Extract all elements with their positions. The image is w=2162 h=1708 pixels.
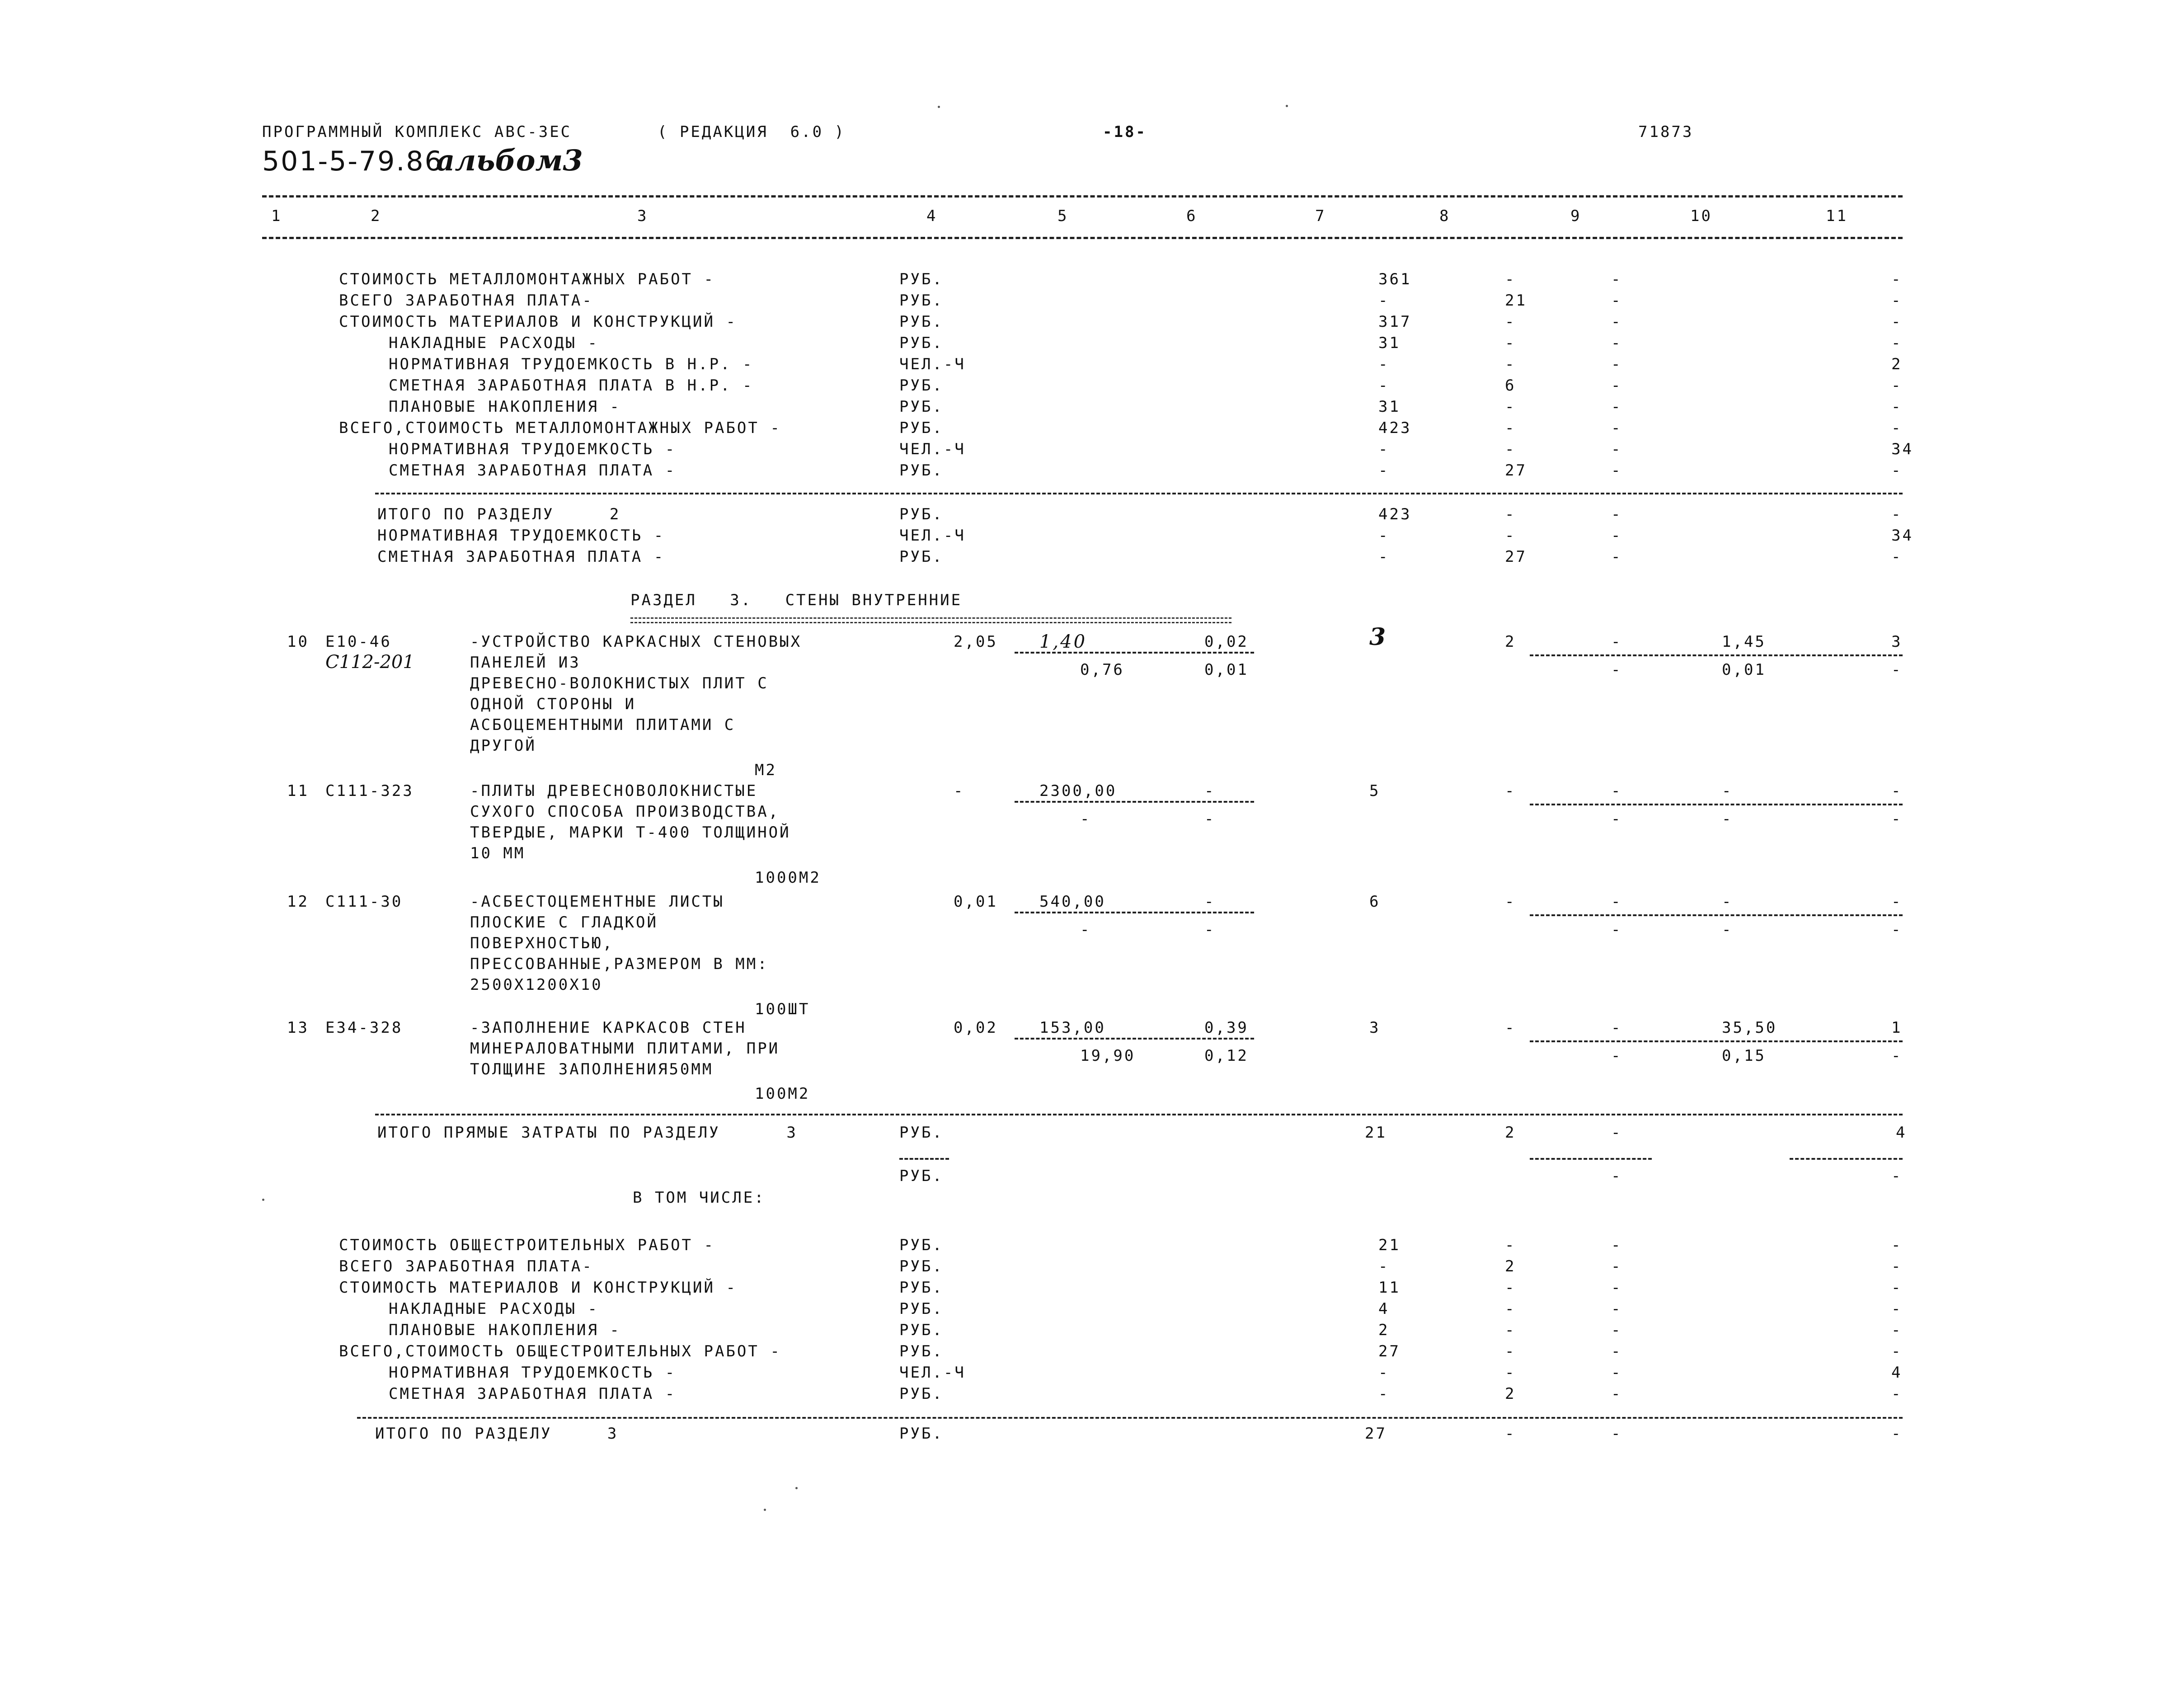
summary-unit: РУБ. (899, 548, 944, 566)
item-col8: - (1505, 893, 1516, 911)
summary-col11: - (1891, 1300, 1903, 1318)
section3-total-label: ИТОГО ПО РАЗДЕЛУ 3 (375, 1425, 619, 1443)
scan-speck (795, 1487, 798, 1489)
summary-label: НОРМАТИВНАЯ ТРУДОЕМКОСТЬ В Н.Р. - (389, 355, 754, 373)
item-col6: - (1204, 893, 1216, 911)
summary-col9: - (1611, 527, 1622, 545)
summary-col11: - (1891, 419, 1903, 437)
summary-col11: - (1891, 505, 1903, 523)
summary-col7: - (1378, 548, 1390, 566)
summary-col7: 2 (1378, 1321, 1390, 1339)
summary-unit: ЧЕЛ.-Ч (899, 355, 966, 373)
summary-col8: 2 (1505, 1257, 1516, 1275)
summary-label: СМЕТНАЯ ЗАРАБОТНАЯ ПЛАТА - (389, 1385, 677, 1403)
summary-col7: 27 (1378, 1342, 1401, 1360)
column-number: 5 (1058, 207, 1069, 225)
direct-costs-rule (375, 1114, 1903, 1115)
item-col4: 0,01 (954, 893, 998, 911)
item-col11: - (1891, 782, 1903, 800)
item-subtotal-rule-right (1530, 1040, 1903, 1042)
item-description-line: ДРУГОЙ (470, 737, 536, 755)
summary-col9: - (1611, 1300, 1622, 1318)
column-number: 6 (1186, 207, 1198, 225)
item-col4: 0,02 (954, 1019, 998, 1037)
item-subtotal-rule (1015, 912, 1254, 913)
item-col8: 2 (1505, 633, 1516, 651)
summary-col7: 423 (1378, 419, 1412, 437)
edition-label: ( РЕДАКЦИЯ 6.0 ) (658, 123, 846, 141)
summary-label: СМЕТНАЯ ЗАРАБОТНАЯ ПЛАТА В Н.Р. - (389, 376, 754, 395)
summary-unit: РУБ. (899, 1342, 944, 1360)
summary-col8: - (1505, 1364, 1516, 1382)
section3-total-col8: - (1505, 1425, 1516, 1443)
summary-unit: РУБ. (899, 461, 944, 480)
summary-col11: - (1891, 461, 1903, 480)
column-number: 9 (1570, 207, 1582, 225)
summary-col11: - (1891, 1279, 1903, 1297)
summary-unit: РУБ. (899, 398, 944, 416)
item-col7: 5 (1369, 782, 1381, 800)
direct-costs-unit: РУБ. (899, 1124, 944, 1142)
summary-col8: - (1505, 270, 1516, 288)
summary-unit: РУБ. (899, 1236, 944, 1254)
item-code: Е10-46 (325, 633, 392, 651)
item-col7: 6 (1369, 893, 1381, 911)
item-description-line: ПАНЕЛЕЙ ИЗ (470, 654, 581, 672)
summary-col8: 21 (1505, 292, 1527, 310)
summary-col11: 4 (1891, 1364, 1903, 1382)
summary-col11: - (1891, 1257, 1903, 1275)
summary-unit: РУБ. (899, 1300, 944, 1318)
item-col11-secondary: - (1891, 921, 1903, 939)
summary-col11: - (1891, 398, 1903, 416)
summary-col8: 27 (1505, 461, 1527, 480)
summary-label: СМЕТНАЯ ЗАРАБОТНАЯ ПЛАТА - (389, 461, 677, 480)
header-rule-top (262, 195, 1903, 198)
scan-speck (938, 106, 940, 108)
summary-col9: - (1611, 505, 1622, 523)
summary-label: ПЛАНОВЫЕ НАКОПЛЕНИЯ - (389, 1321, 621, 1339)
section3-title: РАЗДЕЛ 3. СТЕНЫ ВНУТРЕННИЕ (630, 591, 963, 609)
item-code: С111-30 (325, 893, 403, 911)
item-col6: - (1204, 782, 1216, 800)
item-description-line: -УСТРОЙСТВО КАРКАСНЫХ СТЕНОВЫХ (470, 633, 802, 651)
summary-col9: - (1611, 461, 1622, 480)
section3-total-col9: - (1611, 1425, 1622, 1443)
summary-col7: 4 (1378, 1300, 1390, 1318)
summary-col8: - (1505, 440, 1516, 458)
summary-unit: РУБ. (899, 334, 944, 352)
summary-col9: - (1611, 292, 1622, 310)
section3-total-col7: 27 (1365, 1425, 1387, 1443)
item-col10-secondary: - (1722, 921, 1733, 939)
column-number: 3 (637, 207, 649, 225)
summary-col11: - (1891, 548, 1903, 566)
item-description-line: АСБОЦЕМЕНТНЫМИ ПЛИТАМИ С (470, 716, 736, 734)
summary-col11: 2 (1891, 355, 1903, 373)
item-description-line: -ПЛИТЫ ДРЕВЕСНОВОЛОКНИСТЫЕ (470, 782, 758, 800)
document-number: 71873 (1638, 123, 1694, 141)
section3-total-unit: РУБ. (899, 1425, 944, 1443)
item-code: С111-323 (325, 782, 414, 800)
summary-label: СМЕТНАЯ ЗАРАБОТНАЯ ПЛАТА - (377, 548, 665, 566)
summary-col7: - (1378, 527, 1390, 545)
item-subtotal-rule-right (1530, 654, 1903, 656)
direct-costs-col11: 4 (1896, 1124, 1907, 1142)
direct-costs-label: ИТОГО ПРЯМЫЕ ЗАТРАТЫ ПО РАЗДЕЛУ 3 (377, 1124, 798, 1142)
item-col11: - (1891, 893, 1903, 911)
summary-unit: РУБ. (899, 1257, 944, 1275)
summary-label: НОРМАТИВНАЯ ТРУДОЕМКОСТЬ - (389, 1364, 677, 1382)
column-number: 11 (1826, 207, 1848, 225)
column-number: 10 (1690, 207, 1712, 225)
summary-label: НОРМАТИВНАЯ ТРУДОЕМКОСТЬ - (377, 527, 665, 545)
item-description-line: -ЗАПОЛНЕНИЕ КАРКАСОВ СТЕН (470, 1019, 747, 1037)
summary-col7: - (1378, 1364, 1390, 1382)
item-description-line: -АСБЕСТОЦЕМЕНТНЫЕ ЛИСТЫ (470, 893, 724, 911)
item-number: 10 (287, 633, 309, 651)
item-description-line: ПЛОСКИЕ С ГЛАДКОЙ (470, 913, 658, 932)
summary-col9: - (1611, 1385, 1622, 1403)
summary-col9: - (1611, 419, 1622, 437)
summary-col9: - (1611, 398, 1622, 416)
summary-col8: - (1505, 419, 1516, 437)
summary-label: НАКЛАДНЫЕ РАСХОДЫ - (389, 334, 599, 352)
summary-col11: - (1891, 376, 1903, 395)
summary-col7: - (1378, 461, 1390, 480)
summary-label: СТОИМОСТЬ ОБЩЕСТРОИТЕЛЬНЫХ РАБОТ - (339, 1236, 715, 1254)
summary-col11: - (1891, 313, 1903, 331)
item-col10: - (1722, 782, 1733, 800)
direct-costs-subrule-right (1530, 1158, 1652, 1160)
summary-col11: - (1891, 1385, 1903, 1403)
item-subtotal-rule (1015, 652, 1254, 654)
summary-col9: - (1611, 548, 1622, 566)
summary-col8: - (1505, 1342, 1516, 1360)
item-col11: 1 (1891, 1019, 1903, 1037)
item-col6-secondary: - (1204, 921, 1216, 939)
item-col4: 2,05 (954, 633, 998, 651)
item-description-line: ТВЕРДЫЕ, МАРКИ Т-400 ТОЛЩИНОЙ (470, 823, 791, 842)
summary-col9: - (1611, 440, 1622, 458)
direct-costs-col8: 2 (1505, 1124, 1516, 1142)
summary-unit: РУБ. (899, 270, 944, 288)
summary-col7: - (1378, 376, 1390, 395)
summary-col11: 34 (1891, 527, 1913, 545)
item-subtotal-rule-right (1530, 804, 1903, 805)
summary-unit: РУБ. (899, 376, 944, 395)
column-number: 7 (1315, 207, 1326, 225)
item-col11-secondary: - (1891, 810, 1903, 828)
item-col6: 0,39 (1204, 1019, 1249, 1037)
item-col6-secondary: 0,01 (1204, 661, 1249, 679)
summary-label: НОРМАТИВНАЯ ТРУДОЕМКОСТЬ - (389, 440, 677, 458)
summary-unit: ЧЕЛ.-Ч (899, 1364, 966, 1382)
summary-unit: РУБ. (899, 1321, 944, 1339)
summary-col9: - (1611, 1279, 1622, 1297)
summary-col8: - (1505, 1236, 1516, 1254)
summary-col11: - (1891, 1236, 1903, 1254)
summary-col7: 31 (1378, 334, 1401, 352)
item-col8: - (1505, 1019, 1516, 1037)
summary-col9: - (1611, 1342, 1622, 1360)
item-col5: 1,40 (1039, 631, 1087, 652)
summary-col7: - (1378, 1385, 1390, 1403)
direct-costs-subrule (899, 1158, 949, 1160)
handwritten-code: С112-201 (325, 652, 414, 673)
summary-col7: 11 (1378, 1279, 1401, 1297)
direct-costs-unit-secondary: РУБ. (899, 1167, 944, 1185)
summary-col7: - (1378, 355, 1390, 373)
item-col9-secondary: - (1611, 810, 1622, 828)
item-col11: 3 (1891, 633, 1903, 651)
direct-costs-col9-secondary: - (1611, 1167, 1622, 1185)
item-col5-secondary: - (1080, 921, 1091, 939)
summary-col8: - (1505, 355, 1516, 373)
item-unit: 1000М2 (755, 869, 821, 887)
summary-unit: ЧЕЛ.-Ч (899, 440, 966, 458)
summary-col7: - (1378, 440, 1390, 458)
handwritten-album: альбом3 (436, 144, 583, 178)
item-description-line: СУХОГО СПОСОБА ПРОИЗВОДСТВА, (470, 803, 780, 821)
item-subtotal-rule (1015, 801, 1254, 803)
header-rule-bottom (262, 237, 1903, 239)
item-col4: - (954, 782, 965, 800)
item-col9-secondary: - (1611, 661, 1622, 679)
summary-col8: - (1505, 313, 1516, 331)
item-number: 11 (287, 782, 309, 800)
item-subtotal-rule (1015, 1038, 1254, 1040)
summary-unit: РУБ. (899, 292, 944, 310)
summary-unit: РУБ. (899, 313, 944, 331)
item-col6-secondary: 0,12 (1204, 1047, 1249, 1065)
item-unit: 100ШТ (755, 1000, 810, 1018)
item-col9: - (1611, 782, 1622, 800)
summary-col11: - (1891, 1342, 1903, 1360)
scan-speck (764, 1509, 766, 1511)
summary-col9: - (1611, 270, 1622, 288)
scan-speck (262, 1199, 264, 1201)
summary-col11: - (1891, 270, 1903, 288)
summary-col9: - (1611, 1321, 1622, 1339)
section2-total-rule (375, 493, 1903, 494)
summary-col8: - (1505, 1279, 1516, 1297)
item-col5-secondary: 0,76 (1080, 661, 1124, 679)
summary-unit: РУБ. (899, 1279, 944, 1297)
item-col10: 35,50 (1722, 1019, 1777, 1037)
summary-label: СТОИМОСТЬ МАТЕРИАЛОВ И КОНСТРУКЦИЙ - (339, 313, 737, 331)
summary-label: ПЛАНОВЫЕ НАКОПЛЕНИЯ - (389, 398, 621, 416)
summary-col11: 34 (1891, 440, 1913, 458)
item-description-line: 2500Х1200Х10 (470, 976, 603, 994)
item-col5-secondary: 19,90 (1080, 1047, 1136, 1065)
item-col10: 1,45 (1722, 633, 1766, 651)
column-number: 1 (271, 207, 282, 225)
item-col10-secondary: - (1722, 810, 1733, 828)
summary-col8: - (1505, 527, 1516, 545)
summary-label: СТОИМОСТЬ МАТЕРИАЛОВ И КОНСТРУКЦИЙ - (339, 1279, 737, 1297)
summary-col7: - (1378, 1257, 1390, 1275)
item-col9-secondary: - (1611, 1047, 1622, 1065)
item-col10-secondary: 0,01 (1722, 661, 1766, 679)
section3-underline-b (630, 622, 1231, 623)
item-description-line: 10 ММ (470, 844, 526, 862)
item-col5: 540,00 (1039, 893, 1106, 911)
summary-col8: - (1505, 505, 1516, 523)
summary-col9: - (1611, 355, 1622, 373)
scan-speck (1286, 105, 1288, 107)
summary-label: НАКЛАДНЫЕ РАСХОДЫ - (389, 1300, 599, 1318)
item-col9: - (1611, 893, 1622, 911)
item-col7: 3 (1369, 1019, 1381, 1037)
summary-label: СТОИМОСТЬ МЕТАЛЛОМОНТАЖНЫХ РАБОТ - (339, 270, 715, 288)
summary-col7: 21 (1378, 1236, 1401, 1254)
item-col9: - (1611, 1019, 1622, 1037)
direct-costs-col9: - (1611, 1124, 1622, 1142)
summary-col9: - (1611, 313, 1622, 331)
section3-underline-a (630, 617, 1231, 619)
item-col7: 3 (1369, 623, 1388, 651)
item-unit: М2 (755, 761, 777, 779)
item-number: 13 (287, 1019, 309, 1037)
summary-label: ВСЕГО ЗАРАБОТНАЯ ПЛАТА- (339, 292, 593, 310)
summary-col9: - (1611, 1236, 1622, 1254)
summary-label: ВСЕГО,СТОИМОСТЬ ОБЩЕСТРОИТЕЛЬНЫХ РАБОТ - (339, 1342, 781, 1360)
summary-col7: 423 (1378, 505, 1412, 523)
summary-col8: - (1505, 1300, 1516, 1318)
item-col9-secondary: - (1611, 921, 1622, 939)
summary-unit: РУБ. (899, 419, 944, 437)
direct-costs-col7: 21 (1365, 1124, 1387, 1142)
summary-col7: - (1378, 292, 1390, 310)
summary-label: ВСЕГО,СТОИМОСТЬ МЕТАЛЛОМОНТАЖНЫХ РАБОТ - (339, 419, 781, 437)
summary-col7: 317 (1378, 313, 1412, 331)
column-number: 8 (1439, 207, 1451, 225)
item-description-line: ПОВЕРХНОСТЬЮ, (470, 934, 614, 952)
item-col9: - (1611, 633, 1622, 651)
item-col10: - (1722, 893, 1733, 911)
section3-total-rule (357, 1417, 1903, 1419)
item-unit: 100М2 (755, 1085, 810, 1103)
summary-unit: ЧЕЛ.-Ч (899, 527, 966, 545)
item-col6-secondary: - (1204, 810, 1216, 828)
summary-col8: - (1505, 334, 1516, 352)
page-number: -18- (1103, 123, 1147, 141)
item-col5: 2300,00 (1039, 782, 1117, 800)
including-label: В ТОМ ЧИСЛЕ: (633, 1189, 766, 1207)
item-description-line: ДРЕВЕСНО-ВОЛОКНИСТЫХ ПЛИТ С (470, 674, 769, 692)
item-description-line: ТОЛЩИНЕ ЗАПОЛНЕНИЯ50ММ (470, 1060, 714, 1078)
item-col6: 0,02 (1204, 633, 1249, 651)
section3-total-col11: - (1891, 1425, 1903, 1443)
handwritten-project-code: 501-5-79.86 (262, 146, 443, 177)
direct-costs-col11-secondary: - (1891, 1167, 1903, 1185)
column-number: 4 (926, 207, 938, 225)
item-description-line: МИНЕРАЛОВАТНЫМИ ПЛИТАМИ, ПРИ (470, 1040, 780, 1058)
summary-unit: РУБ. (899, 505, 944, 523)
item-col11-secondary: - (1891, 1047, 1903, 1065)
summary-col9: - (1611, 376, 1622, 395)
item-subtotal-rule-right (1530, 914, 1903, 916)
summary-col9: - (1611, 1257, 1622, 1275)
summary-label: ИТОГО ПО РАЗДЕЛУ 2 (377, 505, 621, 523)
item-number: 12 (287, 893, 309, 911)
item-description-line: ОДНОЙ СТОРОНЫ И (470, 695, 636, 713)
summary-col8: - (1505, 398, 1516, 416)
item-description-line: ПРЕССОВАННЫЕ,РАЗМЕРОМ В ММ: (470, 955, 769, 973)
item-col5-secondary: - (1080, 810, 1091, 828)
summary-unit: РУБ. (899, 1385, 944, 1403)
direct-costs-subrule-far (1790, 1158, 1903, 1160)
summary-col11: - (1891, 334, 1903, 352)
program-title: ПРОГРАММНЫЙ КОМПЛЕКС АВС-ЗЕС (262, 123, 572, 141)
summary-col11: - (1891, 1321, 1903, 1339)
summary-col8: 2 (1505, 1385, 1516, 1403)
item-col5: 153,00 (1039, 1019, 1106, 1037)
summary-col11: - (1891, 292, 1903, 310)
item-col11-secondary: - (1891, 661, 1903, 679)
summary-label: ВСЕГО ЗАРАБОТНАЯ ПЛАТА- (339, 1257, 593, 1275)
item-col8: - (1505, 782, 1516, 800)
summary-col9: - (1611, 334, 1622, 352)
summary-col7: 31 (1378, 398, 1401, 416)
summary-col7: 361 (1378, 270, 1412, 288)
summary-col8: 6 (1505, 376, 1516, 395)
item-col10-secondary: 0,15 (1722, 1047, 1766, 1065)
summary-col8: 27 (1505, 548, 1527, 566)
column-number: 2 (371, 207, 382, 225)
item-code: Е34-328 (325, 1019, 403, 1037)
summary-col8: - (1505, 1321, 1516, 1339)
summary-col9: - (1611, 1364, 1622, 1382)
